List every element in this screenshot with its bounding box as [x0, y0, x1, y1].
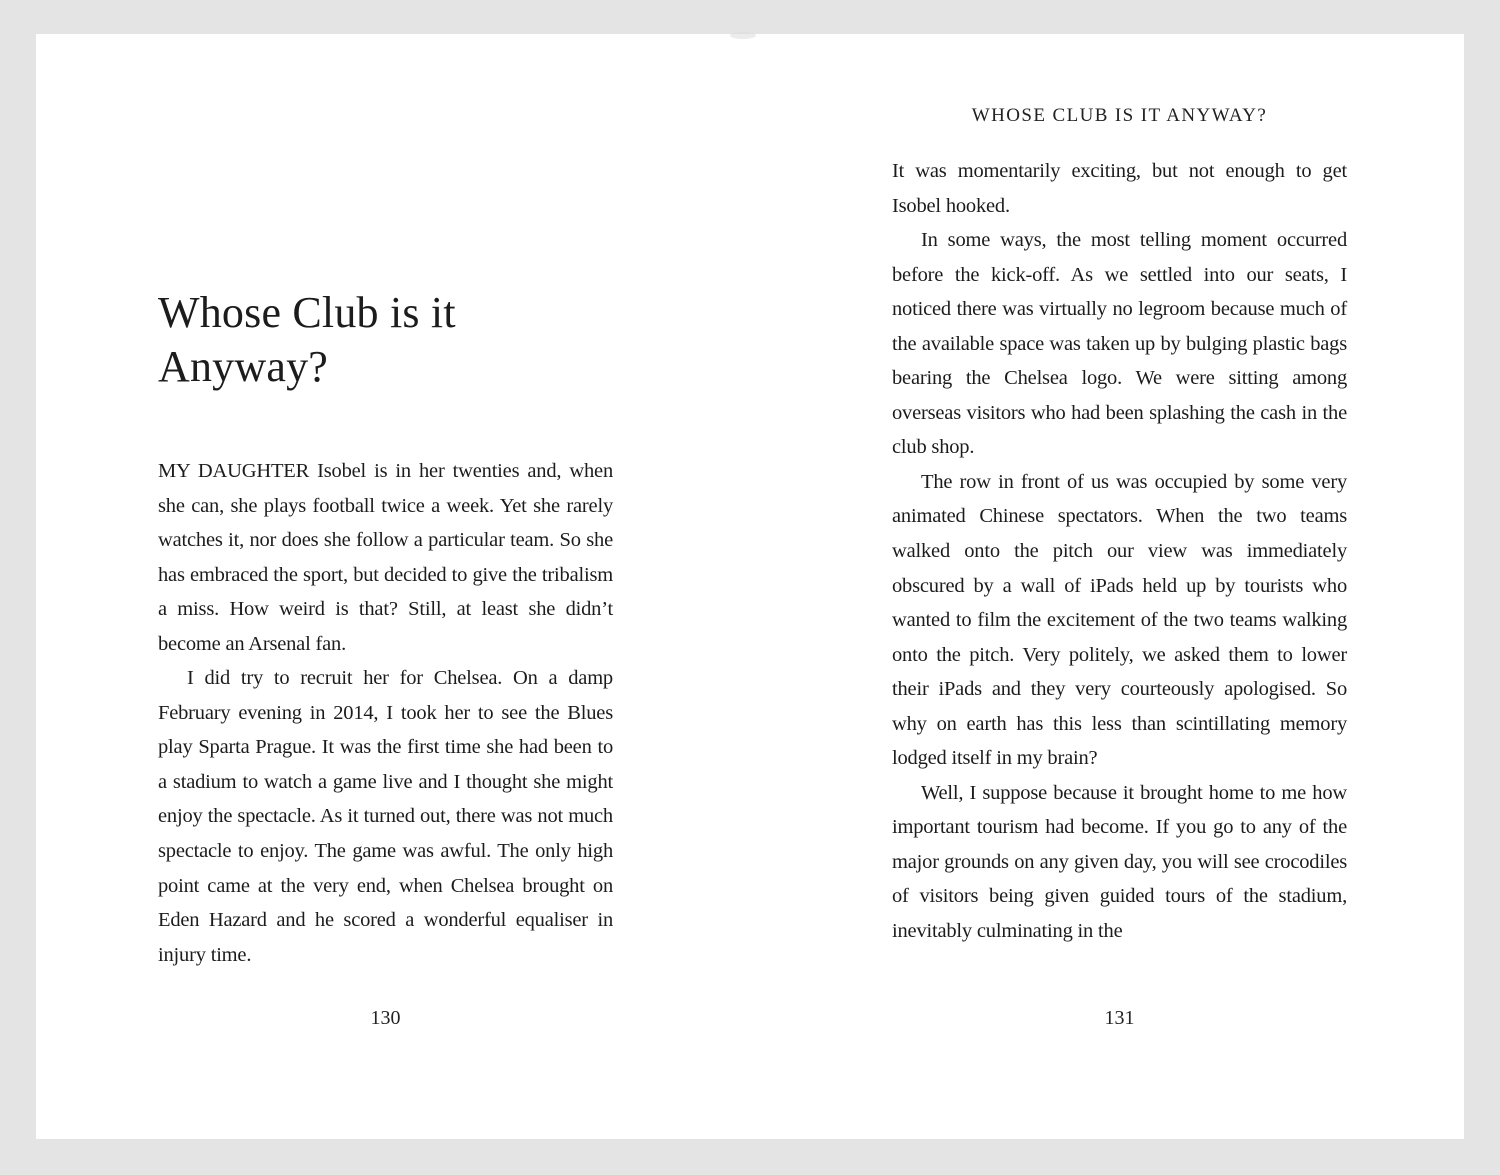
left-page-body: [158, 454, 613, 972]
running-header: WHOSE CLUB IS IT ANYWAY?: [971, 105, 1268, 126]
chapter-title: [158, 286, 613, 394]
chapter-title-line-2: Anyway?: [158, 342, 329, 391]
right-page-body: [892, 154, 1347, 949]
book-spread: [36, 34, 1464, 1139]
paragraph: The row in front of us was occupied by some very animated Chinese spectators. When the two teams walked onto the pitch our view was immediately obscured by a wall of iPads held up by tourists who wanted to film the excitement of the two teams walking onto the pitch. Very politely, we asked them to lower their iPads and they very courteously apologised. So why on earth has this less than scintillating memory lodged itself in my brain?: [892, 470, 1347, 770]
chapter-title-line-1: Whose Club is it: [158, 288, 456, 337]
paragraph: In some ways, the most telling moment occurred before the kick-off. As we settled into our seats, I noticed there was virtually no legroom because much of the available space was taken up by bulging plastic bags bearing the Chelsea logo. We were sitting among overseas visitors who had been splashing the cash in the club shop.: [892, 229, 1347, 459]
page-number-right: 131: [1104, 1007, 1135, 1029]
paragraph: Well, I suppose because it brought home to me how important tourism had become. If you go to any of the major grounds on any given day, you will see crocodiles of visitors being given guided tours of the stadium, inevitably culminating in the: [892, 781, 1347, 943]
page-number-left: 130: [370, 1007, 401, 1029]
gutter-smudge-mark: [730, 32, 756, 39]
paragraph: It was momentarily exciting, but not enough to get Isobel hooked.: [892, 160, 1347, 217]
paragraph: MY DAUGHTER Isobel is in her twenties and, when she can, she plays football twice a week. Yet she rarely watches it, nor does she follow a particular team. So she has embraced the sport, but decided to give the tribalism a miss. How weird is that? Still, at least she didn’t become an Arsenal fan.: [158, 460, 613, 655]
paragraph: I did try to recruit her for Chelsea. On a damp February evening in 2014, I took her to see the Blues play Sparta Prague. It was the first time she had been to a stadium to watch a game live and I thought she might enjoy the spectacle. As it turned out, there was not much spectacle to enjoy. The game was awful. The only high point came at the very end, when Chelsea brought on Eden Hazard and he scored a wonderful equaliser in injury time.: [158, 667, 613, 966]
